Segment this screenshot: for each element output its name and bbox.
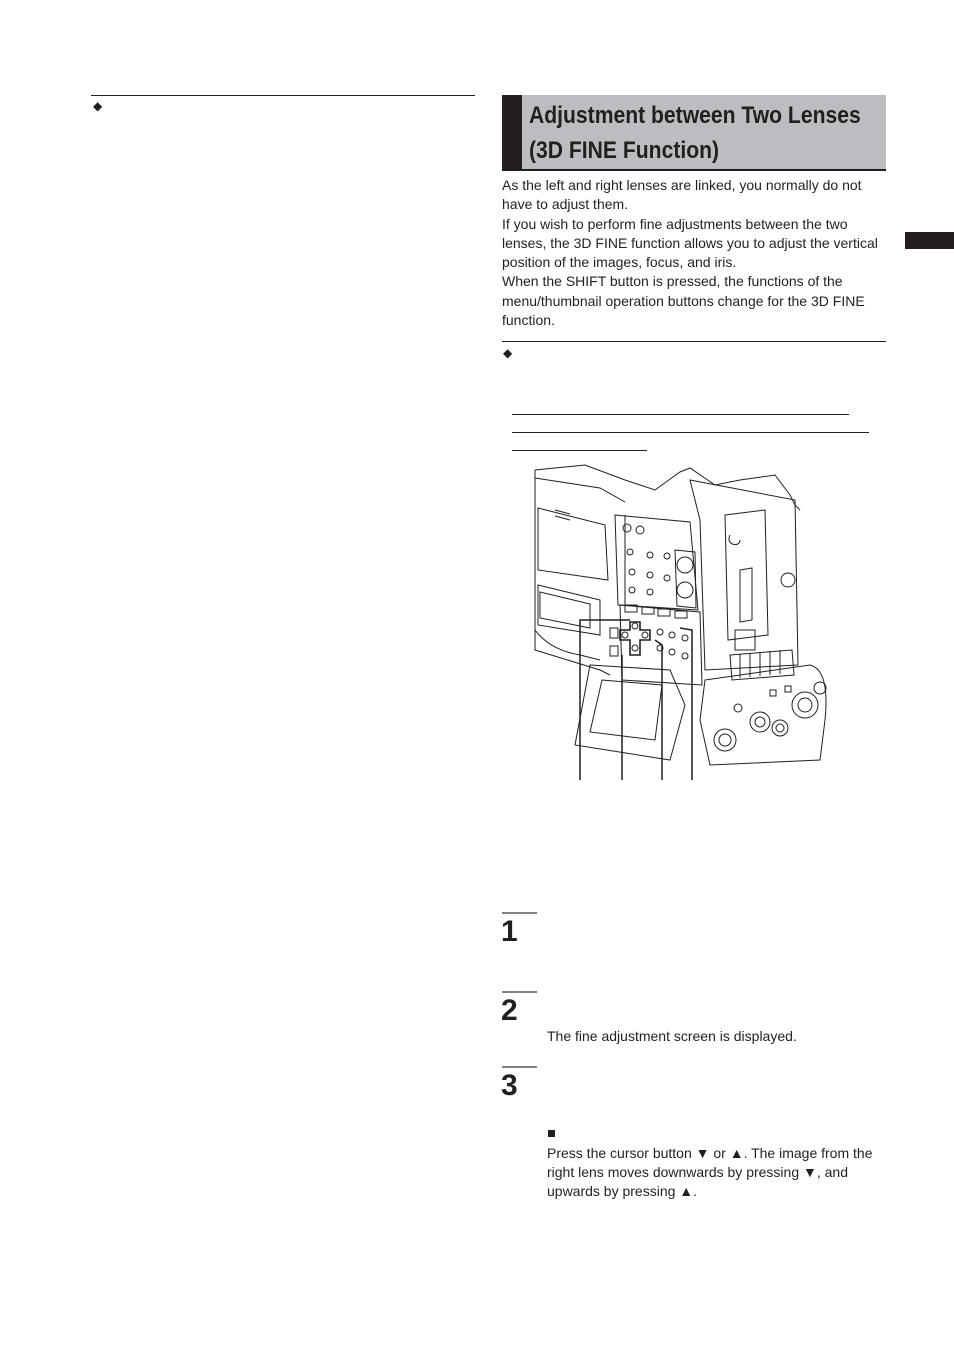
underline-rule <box>512 450 647 451</box>
underline-rule <box>512 432 869 433</box>
step-rule <box>502 1066 537 1068</box>
step-number: 3 <box>501 1069 518 1102</box>
subsection-rule <box>502 341 886 342</box>
step-description: The fine adjustment screen is displayed. <box>547 1028 797 1044</box>
step-number: 1 <box>501 915 518 948</box>
heading-accent-bar <box>502 95 522 169</box>
intro-text <box>502 176 886 330</box>
camera-illustration <box>530 460 840 785</box>
step-rule <box>502 991 537 993</box>
section-title <box>529 98 861 168</box>
section-heading <box>502 95 886 171</box>
sub-item-text: Press the cursor button ▼ or ▲. The image from the right lens moves downwards by pressing ▼, and upwards by pressing ▲. <box>547 1145 873 1199</box>
subsection-bullet-diamond: ◆ <box>503 346 513 360</box>
step-rule <box>502 912 537 914</box>
sub-item-square-marker <box>548 1130 555 1137</box>
intro-paragraph: When the SHIFT button is pressed, the functions of the menu/thumbnail operation buttons change for the 3D FINE function. <box>502 273 865 329</box>
left-section-rule <box>91 95 475 96</box>
intro-paragraph: As the left and right lenses are linked, you normally do not have to adjust them. <box>502 177 862 213</box>
step-number: 2 <box>501 994 518 1027</box>
intro-paragraph: If you wish to perform fine adjustments between the two lenses, the 3D FINE function allows you to adjust the vertical position of the images, focus, and iris. <box>502 215 878 271</box>
left-bullet-diamond: ◆ <box>93 99 103 113</box>
section-title-line1: Adjustment between Two Lenses <box>529 102 861 129</box>
chapter-tab <box>905 232 954 249</box>
underline-rule <box>512 414 849 415</box>
section-title-line2: (3D FINE Function) <box>529 137 720 164</box>
